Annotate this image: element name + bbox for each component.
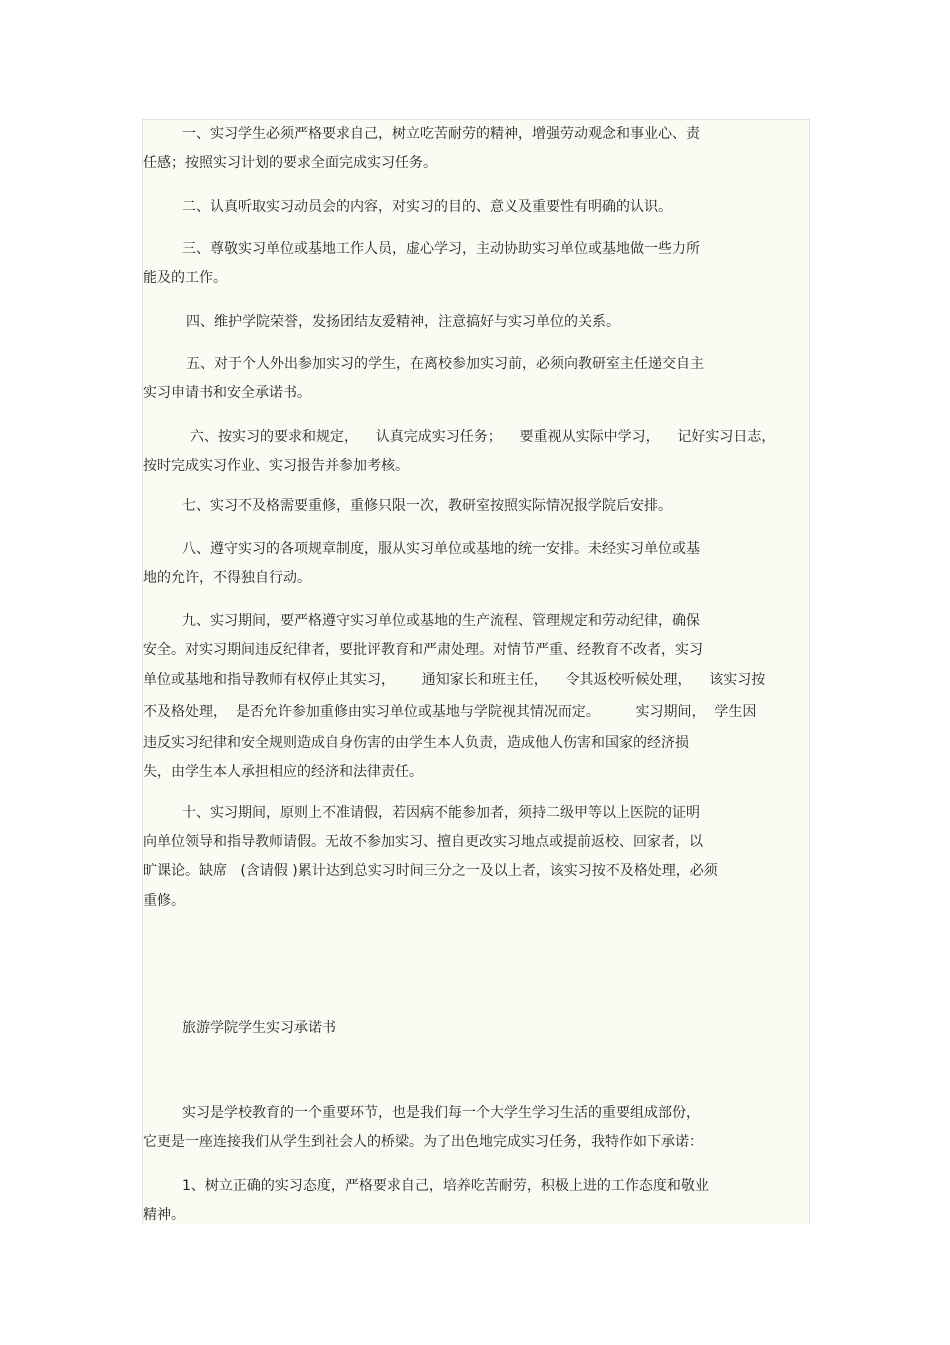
text-line: 九、实习期间，要严格遵守实习单位或基地的生产流程、管理规定和劳动纪律，确保 (182, 613, 700, 629)
text-line: 旷课论。缺席 (含请假 )累计达到总实习时间三分之一及以上者，该实习按不及格处理，必须 (143, 863, 718, 879)
text-line: 二、认真听取实习动员会的内容，对实习的目的、意义及重要性有明确的认识。 (182, 199, 672, 215)
text-line: 实习申请书和安全承诺书。 (143, 385, 311, 401)
text-line: 按时完成实习作业、实习报告并参加考核。 (143, 458, 409, 474)
text-line: 五、对于个人外出参加实习的学生，在离校参加实习前，必须向教研室主任递交自主 (186, 356, 704, 372)
text-line: 任感；按照实习计划的要求全面完成实习任务。 (143, 155, 437, 171)
text-line: 违反实习纪律和安全规则造成自身伤害的由学生本人负责，造成他人伤害和国家的经济损 (143, 735, 689, 751)
text-line: 1、树立正确的实习态度，严格要求自己，培养吃苦耐劳，积极上进的工作态度和敬业 (182, 1178, 709, 1194)
text-line: 四、维护学院荣誉，发扬团结友爱精神，注意搞好与实习单位的关系。 (186, 314, 620, 330)
text-line: 它更是一座连接我们从学生到社会人的桥梁。为了出色地完成实习任务，我特作如下承诺： (143, 1134, 703, 1150)
text-line: 单位或基地和指导教师有权停止其实习， 通知家长和班主任， 令其返校听候处理， 该实习按 (143, 672, 766, 688)
text-line: 三、尊敬实习单位或基地工作人员，虚心学习，主动协助实习单位或基地做一些力所 (182, 241, 700, 257)
text-line: 安全。对实习期间违反纪律者，要批评教育和严肃处理。对情节严重、经教育不改者，实习 (143, 642, 703, 658)
text-line: 能及的工作。 (143, 270, 227, 286)
text-line: 向单位领导和指导教师请假。无故不参加实习、擅自更改实习地点或提前返校、回家者，以 (143, 834, 703, 850)
text-line: 十、实习期间，原则上不准请假，若因病不能参加者，须持二级甲等以上医院的证明 (182, 805, 700, 821)
text-line: 重修。 (143, 893, 185, 909)
text-line: 不及格处理， 是否允许参加重修由实习单位或基地与学院视其情况而定。 实习期间， 学生因 (143, 704, 757, 720)
text-line: 六、按实习的要求和规定， 认真完成实习任务； 要重视从实际中学习， 记好实习日志， (190, 429, 776, 445)
text-line: 一、实习学生必须严格要求自己，树立吃苦耐劳的精神，增强劳动观念和事业心、责 (182, 126, 700, 142)
text-line: 地的允许，不得独自行动。 (143, 570, 311, 586)
text-line: 七、实习不及格需要重修，重修只限一次，教研室按照实际情况报学院后安排。 (182, 498, 672, 514)
text-line: 八、遵守实习的各项规章制度，服从实习单位或基地的统一安排。未经实习单位或基 (182, 541, 700, 557)
text-line: 精神。 (143, 1207, 185, 1223)
text-line: 实习是学校教育的一个重要环节，也是我们每一个大学生学习生活的重要组成部份， (182, 1105, 700, 1121)
section-title: 旅游学院学生实习承诺书 (182, 1020, 336, 1036)
text-line: 失，由学生本人承担相应的经济和法律责任。 (143, 764, 423, 780)
